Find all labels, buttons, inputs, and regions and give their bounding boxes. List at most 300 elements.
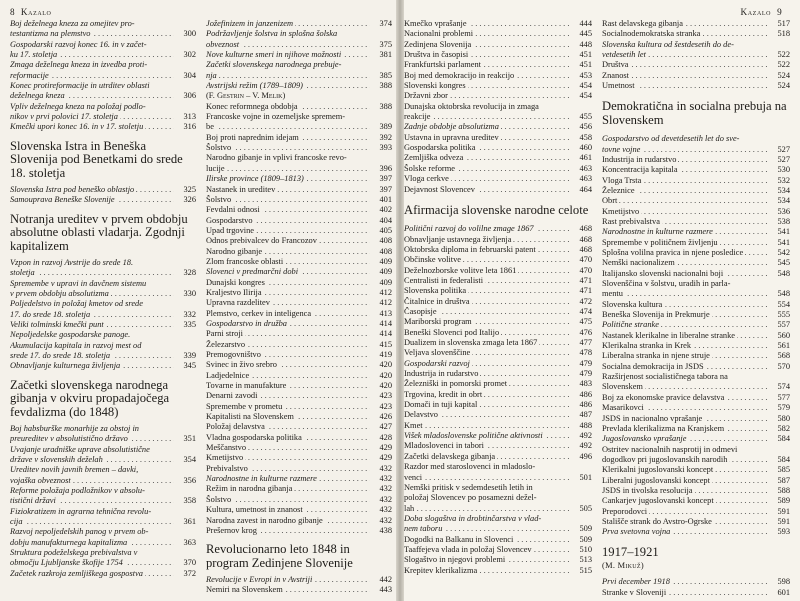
toc-entry xyxy=(602,476,790,486)
toc-page-number: 429 xyxy=(379,443,392,453)
toc-entry xyxy=(404,174,592,184)
toc-entry-text: Fiziokratizem in agrarna tehnična revolu- xyxy=(10,506,152,516)
toc-entry-title xyxy=(206,453,370,463)
toc-entry xyxy=(10,50,196,60)
toc-entry-list xyxy=(404,19,592,195)
toc-page-number: 335 xyxy=(183,319,196,329)
toc-entry-text: (F. Gestrin – V. Melik) xyxy=(206,91,286,101)
toc-entry xyxy=(404,317,592,327)
toc-entry-title xyxy=(602,217,768,227)
toc-page-number: 518 xyxy=(777,29,790,39)
toc-page-number: 509 xyxy=(579,534,592,544)
toc-entry xyxy=(206,585,392,595)
toc-entry xyxy=(602,455,790,465)
toc-entry-title xyxy=(206,412,370,422)
toc-entry-text: Kmet xyxy=(404,420,423,430)
toc-entry-text: Železniški in pomorski promet xyxy=(404,379,508,389)
toc-entry-title xyxy=(206,329,370,339)
book-gutter xyxy=(396,0,404,601)
toc-entry-title xyxy=(602,258,768,268)
toc-page-number: 414 xyxy=(379,329,392,339)
toc-page-number: 374 xyxy=(379,19,392,28)
toc-entry-title xyxy=(404,524,570,534)
toc-entry-text: Klerikalni jugoslovanski koncept xyxy=(602,465,714,475)
toc-entry-title xyxy=(602,227,768,237)
toc-entry-title xyxy=(206,422,370,432)
toc-entry-text: Odnos prebivalcev do Francozov xyxy=(206,236,317,246)
toc-entry-title xyxy=(10,185,174,195)
toc-entry xyxy=(602,486,790,496)
toc-entry-title xyxy=(206,360,370,370)
toc-entry xyxy=(206,350,392,360)
toc-entry-text: Plemstvo, cerkev in inteligenca xyxy=(206,308,312,318)
toc-entry xyxy=(206,174,392,184)
toc-entry-text: Klerikalna stranka in Krek xyxy=(602,341,692,351)
toc-entry-text: Umetnost xyxy=(602,81,635,91)
toc-page-number: 534 xyxy=(777,185,790,195)
toc-entry-text: Oktobrska diploma in februarski patent xyxy=(404,244,536,254)
toc-entry-text: Vzpon in razvoj Avstrije do srede 18. xyxy=(10,257,134,267)
toc-page-number: 404 xyxy=(379,215,392,225)
toc-entry-text: Avstrijski režim (1789–1809) xyxy=(206,81,303,91)
toc-entry-text: vetdesetih let xyxy=(602,50,646,60)
toc-entry-title xyxy=(10,320,174,330)
toc-entry-title xyxy=(206,40,370,50)
toc-entry-title xyxy=(404,29,570,39)
toc-entry-text: Boj deželnega kneza za omejitev pro- xyxy=(10,19,135,28)
toc-entry-text: Slogaštvo in njegovi problemi xyxy=(404,555,506,565)
toc-entry-title xyxy=(206,29,370,39)
toc-entry xyxy=(206,50,392,60)
toc-entry xyxy=(206,71,392,81)
toc-page-number: 593 xyxy=(777,527,790,537)
toc-entry-title xyxy=(206,216,370,226)
toc-page-number: 588 xyxy=(777,485,790,495)
toc-entry-title xyxy=(10,496,174,506)
toc-page-number: 477 xyxy=(579,338,592,348)
toc-entry-text: države v slovenskih deželah xyxy=(10,454,103,464)
toc-entry-text: Narodna zavest in narodno gibanje xyxy=(206,515,323,525)
toc-entry xyxy=(404,19,592,29)
toc-entry-title xyxy=(602,186,768,196)
right-running-head xyxy=(404,5,790,19)
toc-entry-title xyxy=(602,486,768,496)
toc-entry-title xyxy=(602,134,768,144)
toc-entry-text: Gospodarski razvoj konec 16. in v začet- xyxy=(10,39,147,49)
toc-entry-title xyxy=(602,310,768,320)
toc-page-number: 468 xyxy=(579,244,592,254)
toc-entry-text: Nemiri na Slovenskem xyxy=(206,585,283,595)
toc-entry xyxy=(206,236,392,246)
toc-entry-title xyxy=(602,50,768,60)
toc-entry-text: Šolstvo xyxy=(206,194,232,204)
left-column-2 xyxy=(206,19,392,596)
toc-entry-title xyxy=(404,133,570,143)
toc-page-number: 483 xyxy=(579,379,592,389)
toc-entry-title xyxy=(10,486,174,496)
toc-entry xyxy=(206,505,392,515)
toc-page-number: 530 xyxy=(777,165,790,175)
toc-entry xyxy=(404,535,592,545)
toc-entry-title xyxy=(206,278,370,288)
toc-entry-text: Kultura, umetnost in znanost xyxy=(206,505,303,515)
toc-entry-title xyxy=(206,371,370,381)
toc-entry-text: Liberalni jugoslovanski koncept xyxy=(602,475,710,485)
toc-entry xyxy=(10,289,196,299)
toc-entry xyxy=(602,155,790,165)
toc-page-number: 432 xyxy=(379,494,392,504)
toc-entry xyxy=(602,165,790,175)
toc-page-number: 408 xyxy=(379,246,392,256)
toc-entry xyxy=(206,81,392,91)
toc-entry-title xyxy=(404,504,570,514)
toc-entry xyxy=(206,443,392,453)
toc-entry xyxy=(206,474,392,484)
toc-entry xyxy=(206,309,392,319)
toc-entry-text: Reforme položaja podložnikov v absolu- xyxy=(10,485,145,495)
toc-page-number: 397 xyxy=(379,174,392,184)
toc-entry-title xyxy=(404,566,570,576)
toc-entry-text: JSDS in nacionalno vprašanje xyxy=(602,413,703,423)
toc-entry-text: Samouprava Beneške Slovenije xyxy=(10,195,115,205)
toc-page-number: 405 xyxy=(379,225,392,235)
toc-entry-text: Ilirske province (1809–1813) xyxy=(206,174,304,184)
toc-entry-text: Nepoljedelske gospodarske panoge. xyxy=(10,330,131,340)
toc-entry-title xyxy=(404,514,570,524)
toc-entry-text: v prvem obdobju absolutizma xyxy=(10,288,109,298)
toc-page-number: 587 xyxy=(777,475,790,485)
toc-page-number: 463 xyxy=(579,174,592,184)
toc-page-number: 420 xyxy=(379,360,392,370)
toc-entry xyxy=(404,164,592,174)
left-running-title: Kazalo xyxy=(20,7,52,17)
toc-page-number: 419 xyxy=(379,350,392,359)
toc-entry-title xyxy=(206,505,370,515)
toc-entry xyxy=(602,517,790,527)
toc-entry-title xyxy=(206,267,370,277)
toc-entry xyxy=(206,112,392,122)
toc-entry xyxy=(206,484,392,494)
toc-entry xyxy=(602,577,790,587)
toc-entry-text: Prevlada klerikalizma na Kranjskem xyxy=(602,423,725,433)
toc-page-number: 591 xyxy=(777,516,790,526)
toc-entry-title xyxy=(404,50,570,60)
toc-entry xyxy=(206,29,392,39)
toc-entry xyxy=(602,588,790,598)
toc-page-number: 458 xyxy=(579,132,592,142)
toc-entry xyxy=(206,267,392,277)
toc-entry xyxy=(206,495,392,505)
toc-entry-title xyxy=(10,445,174,455)
toc-entry-title xyxy=(602,19,768,29)
toc-entry-text: Meščanstvo xyxy=(206,443,247,453)
toc-entry xyxy=(404,255,592,265)
toc-entry-text: Ureditev novih javnih bremen – davki, xyxy=(10,465,139,475)
toc-entry-title xyxy=(602,207,768,217)
toc-entry xyxy=(206,102,392,112)
right-running-title: Kazalo xyxy=(740,7,772,17)
toc-entry xyxy=(206,91,392,101)
toc-page-number: 598 xyxy=(777,577,790,587)
toc-entry-title xyxy=(404,400,570,410)
toc-entry xyxy=(206,143,392,153)
toc-entry-title xyxy=(10,569,174,579)
toc-entry-text: Taaffejeva vlada in položaj Slovencev xyxy=(404,544,532,554)
toc-entry-title xyxy=(206,464,370,474)
toc-page-number: 432 xyxy=(379,484,392,494)
toc-entry xyxy=(602,372,790,382)
toc-page-number: 363 xyxy=(183,537,196,547)
toc-entry-title xyxy=(602,362,768,372)
toc-entry-list xyxy=(206,575,392,596)
toc-entry xyxy=(206,433,392,443)
toc-page-number: 443 xyxy=(379,585,392,595)
toc-entry-text: Kraljestvo Ilirija xyxy=(206,287,262,297)
toc-entry-title xyxy=(10,71,174,81)
toc-entry xyxy=(206,164,392,174)
toc-entry-title xyxy=(404,122,570,132)
toc-page-number: 453 xyxy=(579,70,592,80)
toc-entry-title xyxy=(602,414,768,424)
toc-entry-text: tovne vojne xyxy=(602,144,641,154)
toc-entry-text: Vloga cerkve xyxy=(404,174,449,184)
toc-page-number: 375 xyxy=(379,39,392,49)
toc-entry xyxy=(602,207,790,217)
toc-entry-title xyxy=(404,91,570,101)
toc-entry xyxy=(10,517,196,527)
toc-entry-text: Gospodarski razvoj xyxy=(404,358,470,368)
toc-page-number: 454 xyxy=(579,91,592,101)
toc-page-number: 574 xyxy=(777,382,790,392)
toc-entry-title xyxy=(10,455,174,465)
toc-page-number: 409 xyxy=(379,256,392,266)
toc-entry-text: Upravna razdelitev xyxy=(206,298,270,308)
toc-entry-text: testantizma na plemstvo xyxy=(10,29,91,39)
toc-entry xyxy=(602,134,790,144)
toc-entry-title xyxy=(404,555,570,565)
toc-entry-text: Prva svetovna vojna xyxy=(602,527,671,537)
toc-entry xyxy=(404,379,592,389)
toc-entry-title xyxy=(206,433,370,443)
toc-page-number: 463 xyxy=(579,163,592,173)
section-heading: Začetki slovenskega narodnega gibanja v okviru propadajočega fevdalizma (do 1848) xyxy=(10,377,170,419)
toc-entry xyxy=(602,289,790,299)
toc-entry-list xyxy=(10,185,196,206)
toc-page-number: 510 xyxy=(579,544,592,554)
toc-entry xyxy=(602,434,790,444)
toc-entry xyxy=(10,40,196,50)
toc-page-number: 451 xyxy=(579,50,592,60)
toc-entry xyxy=(602,196,790,206)
toc-entry-text: Boj habsburške monarhije za obstoj in xyxy=(10,423,139,433)
toc-entry-text: Gospodarska politika xyxy=(404,143,476,153)
toc-entry-title xyxy=(10,91,174,101)
toc-entry-text: vojaška obveznost xyxy=(10,475,71,485)
toc-entry-title xyxy=(404,255,570,265)
toc-entry-title xyxy=(10,50,174,60)
toc-page-number: 414 xyxy=(379,318,392,328)
toc-page-number: 451 xyxy=(579,60,592,70)
toc-entry-title xyxy=(206,50,370,60)
toc-entry-title xyxy=(602,527,768,537)
toc-page-number: 455 xyxy=(579,112,592,122)
toc-entry xyxy=(10,279,196,289)
toc-entry xyxy=(404,452,592,462)
toc-entry xyxy=(602,507,790,517)
toc-page-number: 381 xyxy=(379,50,392,60)
toc-entry xyxy=(404,441,592,451)
toc-entry-title xyxy=(206,391,370,401)
toc-entry xyxy=(404,348,592,358)
toc-entry-title xyxy=(602,351,768,361)
toc-page-number: 474 xyxy=(579,307,592,316)
toc-page-number: 580 xyxy=(777,413,790,423)
toc-entry xyxy=(10,112,196,122)
toc-entry xyxy=(10,258,196,268)
toc-entry-title xyxy=(602,517,768,527)
toc-entry-title xyxy=(10,507,174,517)
toc-page-number: 420 xyxy=(379,381,392,391)
toc-entry-text: Nemški nacionalizem xyxy=(602,258,675,268)
toc-entry-title xyxy=(404,245,570,255)
toc-entry-text: Veljava slovenščine xyxy=(404,348,471,358)
toc-entry xyxy=(10,527,196,537)
toc-entry-text: Dunajska oktobrska revolucija in zmaga xyxy=(404,101,539,111)
toc-page-number: 468 xyxy=(579,224,592,234)
toc-page-number: 488 xyxy=(579,420,592,430)
toc-entry xyxy=(10,185,196,195)
toc-page-number: 470 xyxy=(579,255,592,265)
toc-entry-text: Premogovništvo xyxy=(206,350,261,359)
toc-entry xyxy=(404,102,592,112)
toc-entry-text: Domači in tuji kapital xyxy=(404,400,478,410)
toc-page-number: 568 xyxy=(777,351,790,361)
toc-entry-title xyxy=(206,309,370,319)
author-note: (M. Mikuž) xyxy=(602,561,644,571)
toc-entry-title xyxy=(404,153,570,163)
toc-entry xyxy=(602,382,790,392)
toc-entry-title xyxy=(404,317,570,327)
toc-page-number: 445 xyxy=(579,29,592,39)
toc-entry-text: Začetki slovenskega narodnega prebuje- xyxy=(206,60,342,70)
toc-page-number: 486 xyxy=(579,389,592,399)
toc-entry-title xyxy=(10,299,174,309)
toc-entry-title xyxy=(206,81,370,91)
toc-entry-list xyxy=(10,19,196,133)
toc-entry-title xyxy=(404,545,570,555)
toc-entry-text: Društva in časopisi xyxy=(404,50,469,60)
toc-page-number: 532 xyxy=(777,175,790,185)
toc-page-number: 522 xyxy=(777,50,790,60)
toc-page-number: 339 xyxy=(183,351,196,360)
toc-entry xyxy=(602,496,790,506)
toc-entry xyxy=(404,338,592,348)
toc-entry-title xyxy=(602,71,768,81)
toc-entry xyxy=(10,341,196,351)
toc-entry-text: Industrija in rudarstvo xyxy=(404,369,479,379)
toc-page-number: 432 xyxy=(379,515,392,525)
toc-page-number: 409 xyxy=(379,267,392,277)
toc-entry xyxy=(404,307,592,317)
toc-entry-text: preureditev v absolutistično državo xyxy=(10,434,128,444)
toc-page-number: 509 xyxy=(579,524,592,534)
toc-entry-text: Vladna gospodarska politika xyxy=(206,432,302,442)
toc-entry-text: Državni zbor xyxy=(404,91,448,101)
toc-entry-title xyxy=(404,286,570,296)
toc-page-number: 306 xyxy=(183,91,196,101)
toc-entry-text: Frankfurtski parlament xyxy=(404,60,481,70)
toc-page-number: 370 xyxy=(183,558,196,568)
toc-page-number: 548 xyxy=(777,289,790,299)
toc-entry-text: Spremembe v prometu xyxy=(206,401,283,411)
toc-entry xyxy=(206,526,392,536)
toc-entry-text: 17. do srede 18. stoletja xyxy=(10,309,91,319)
toc-entry-title xyxy=(602,476,768,486)
toc-entry xyxy=(404,91,592,101)
toc-entry xyxy=(602,40,790,50)
toc-page-number: 476 xyxy=(579,327,592,337)
toc-page-number: 584 xyxy=(777,454,790,464)
toc-entry xyxy=(206,412,392,422)
toc-entry-title xyxy=(404,483,570,493)
toc-entry-text: Kapitalisti na Slovenskem xyxy=(206,412,294,422)
toc-entry xyxy=(602,60,790,70)
toc-entry-text: Preporodovci xyxy=(602,506,648,516)
toc-entry xyxy=(602,186,790,196)
toc-entry-text: nja xyxy=(206,70,217,80)
toc-entry-text: Narodnostne in kulturne razmere xyxy=(206,474,317,484)
toc-page-number: 385 xyxy=(379,70,392,80)
toc-entry xyxy=(602,351,790,361)
toc-entry xyxy=(404,555,592,565)
toc-entry-text: Socialna demokracija in JSDS xyxy=(602,361,704,371)
toc-entry-text: Kmečko vprašanje xyxy=(404,19,467,28)
toc-entry-title xyxy=(602,424,768,434)
toc-entry xyxy=(206,360,392,370)
toc-entry-title xyxy=(206,185,370,195)
toc-page-number: 471 xyxy=(579,275,592,285)
toc-entry xyxy=(602,393,790,403)
toc-entry xyxy=(10,445,196,455)
toc-entry-title xyxy=(206,350,370,360)
toc-entry-text: Zmaga deželnega kneza in izvedba proti- xyxy=(10,60,148,70)
toc-entry xyxy=(602,465,790,475)
toc-entry xyxy=(404,266,592,276)
toc-page-number: 426 xyxy=(379,412,392,422)
toc-entry xyxy=(206,371,392,381)
toc-entry-title xyxy=(206,340,370,350)
toc-entry xyxy=(602,300,790,310)
toc-page-number: 444 xyxy=(579,19,592,28)
toc-page-number: 448 xyxy=(579,39,592,49)
toc-entry xyxy=(404,359,592,369)
toc-entry xyxy=(404,153,592,163)
toc-entry-text: Uvajanje uradniške uprave absolutistične xyxy=(10,444,150,454)
toc-entry-title xyxy=(10,268,174,278)
toc-page-number: 478 xyxy=(579,348,592,358)
toc-entry xyxy=(404,185,592,195)
toc-entry-text: mentu xyxy=(602,289,623,299)
toc-entry-text: Fevdalni odnosi xyxy=(206,205,260,215)
toc-entry-list xyxy=(404,224,592,576)
toc-entry xyxy=(602,176,790,186)
toc-entry-text: Boj med demokracijo in reakcijo xyxy=(404,70,515,80)
toc-entry xyxy=(404,524,592,534)
toc-entry-text: Vpliv deželnega kneza na položaj podlo- xyxy=(10,101,146,111)
toc-entry-list xyxy=(10,258,196,372)
toc-entry-text: Italijansko slovenski nacionalni boji xyxy=(602,268,724,278)
toc-entry-title xyxy=(206,91,370,101)
